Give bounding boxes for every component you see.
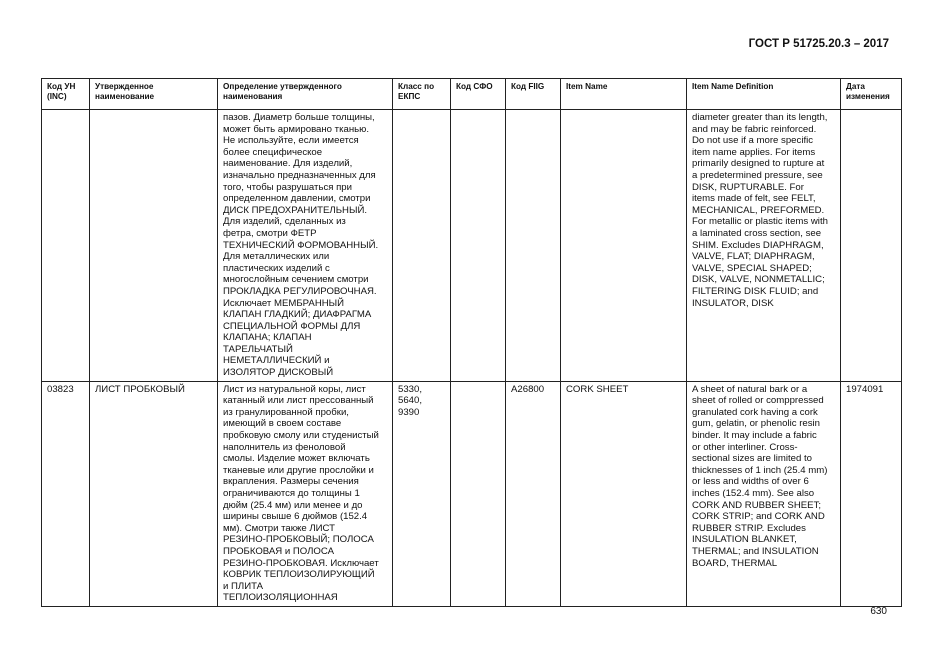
cell-inc — [42, 110, 90, 382]
cell-sfo-code — [451, 381, 506, 606]
column-header-sfo-code: Код СФО — [451, 79, 506, 110]
cell-change-date — [841, 110, 902, 382]
table-row — [42, 110, 902, 382]
cell-ekps-class: 5330, 5640, 9390 — [393, 381, 451, 606]
column-header-ekps-class: Класс по ЕКПС — [393, 79, 451, 110]
column-header-inc: Код УН (INC) — [42, 79, 90, 110]
cell-definition: пазов. Диаметр больше толщины, может быть армировано тканью. Не используйте, если имеется более специфическое наименование. Для изделий, изначально предназначенных для того, чтобы разрушаться при определенном давлении, смотри ДИСК ПРЕДОХРАНИТЕЛЬНЫЙ. Для изделий, сделанных из фетра, смотри ФЕТР ТЕХНИЧЕСКИЙ ФОРМОВАННЫЙ. Для металлических или пластических изделий с многослойным сечением смотри ПРОКЛАДКА РЕГУЛИРОВОЧНАЯ. Исключает МЕМБРАННЫЙ КЛАПАН ГЛАДКИЙ; ДИАФРАГМА СПЕЦИАЛЬНОЙ ФОРМЫ ДЛЯ КЛАПАНА; КЛАПАН ТАРЕЛЬЧАТЫЙ НЕМЕТАЛЛИЧЕСКИЙ и ИЗОЛЯТОР ДИСКОВЫЙ — [218, 110, 393, 382]
column-header-change-date: Дата изменения — [841, 79, 902, 110]
column-header-definition: Определение утвержденного наименования — [218, 79, 393, 110]
cell-change-date: 1974091 — [841, 381, 902, 606]
table-header-row — [42, 79, 902, 110]
classification-table — [41, 78, 902, 607]
cell-inc: 03823 — [42, 381, 90, 606]
cell-approved-name — [90, 110, 218, 382]
document-id: ГОСТ Р 51725.20.3 – 2017 — [748, 38, 889, 50]
cell-item-definition: A sheet of natural bark or a sheet of rolled or comppressed granulated cork having a cork gum, gelatin, or phenolic resin binder. It may include a fabric or other interliner. Cross- sectional sizes are limited to thicknesses of 1 inch (25.4 mm) or less and widths of over 6 inches (152.4 mm). See also CORK AND RUBBER SHEET; CORK STRIP; and CORK AND RUBBER STRIP. Excludes INSULATION BLANKET, THERMAL; and INSULATION BOARD, THERMAL — [687, 381, 841, 606]
column-header-fiig-code: Код FIIG — [506, 79, 561, 110]
column-header-item-definition: Item Name Definition — [687, 79, 841, 110]
cell-item-definition: diameter greater than its length, and may be fabric reinforced. Do not use if a more specific item name applies. For items primarily designed to rupture at a predetermined pressure, see DISK, RUPTURABLE. For items made of felt, see FELT, MECHANICAL, PREFORMED. For metallic or plastic items with a laminated cross section, see SHIM. Excludes DIAPHRAGM, VALVE, FLAT; DIAPHRAGM, VALVE, SPECIAL SHAPED; DISK, VALVE, NONMETALLIC; FILTERING DISK FLUID; and INSULATOR, DISK — [687, 110, 841, 382]
cell-definition: Лист из натуральной коры, лист катанный или лист прессованный из гранулированной пробки, имеющий в своем составе пробковую смолу или студенистый наполнитель из феноловой смолы. Изделие может включать тканевые или другие прослойки и вкрапления. Размеры сечения ограничиваются до толщины 1 дюйм (25.4 мм) или менее и до ширины свыше 6 дюймов (152.4 мм). Смотри также ЛИСТ РЕЗИНО-ПРОБКОВЫЙ; ПОЛОСА ПРОБКОВАЯ и ПОЛОСА РЕЗИНО-ПРОБКОВАЯ. Исключает КОВРИК ТЕПЛОИЗОЛИРУЮЩИЙ и ПЛИТА ТЕПЛОИЗОЛЯЦИОННАЯ — [218, 381, 393, 606]
column-header-item-name: Item Name — [561, 79, 687, 110]
cell-fiig-code: A26800 — [506, 381, 561, 606]
cell-item-name — [561, 110, 687, 382]
page-number: 630 — [870, 606, 887, 617]
cell-fiig-code — [506, 110, 561, 382]
column-header-approved-name: Утвержденное наименование — [90, 79, 218, 110]
table-row — [42, 381, 902, 606]
cell-sfo-code — [451, 110, 506, 382]
cell-item-name: CORK SHEET — [561, 381, 687, 606]
cell-approved-name: ЛИСТ ПРОБКОВЫЙ — [90, 381, 218, 606]
cell-ekps-class — [393, 110, 451, 382]
